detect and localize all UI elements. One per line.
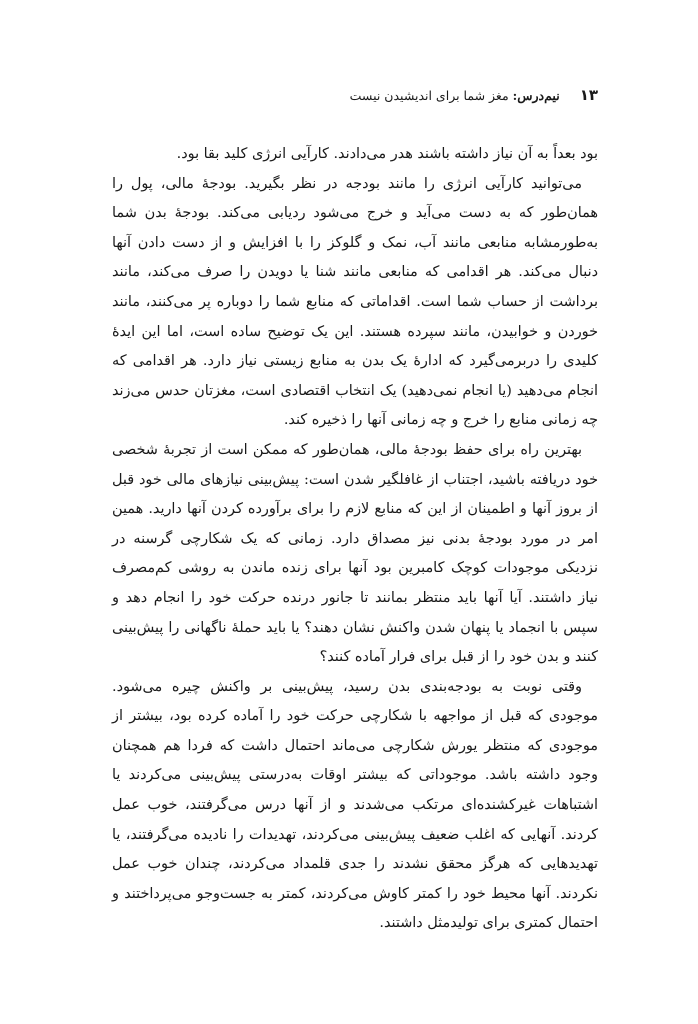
body-text <box>112 140 598 939</box>
paragraph: بهترین راه برای حفظ بودجهٔ مالی، همان‌طور که ممکن است از تجربهٔ شخصی خود دریافته باشید، اجتناب از غافلگیر شدن است: پیش‌بینی نیازهای مالی خود قبل از بروز آنها و اطمینان از این که منابع لازم را برای برآورده کردن آنها دارید. همین امر در مورد بودجهٔ بدنی نیز مصداق دارد. زمانی که یک شکارچی گرسنه در نزدیکی موجودات کوچک کامبرین بود آنها برای زنده ماندن به روشی کم‌مصرف نیاز داشتند. آیا آنها باید منتظر بمانند تا جانور درنده حرکت خود را انجام دهد و سپس با انجماد یا پنهان شدن واکنش نشان دهند؟ یا باید حملهٔ ناگهانی را پیش‌بینی کنند و بدن خود را از قبل برای فرار آماده کنند؟ <box>112 441 598 666</box>
running-header <box>112 86 598 120</box>
part-label: نیم‌درس: <box>512 88 560 103</box>
paragraph: وقتی نوبت به بودجه‌بندی بدن رسید، پیش‌بینی بر واکنش چیره می‌شود. موجودی که قبل از مواجهه با شکارچی حرکت خود را آماده کرده بود، بیشتر از موجودی که منتظر یورش شکارچی می‌ماند احتمال داشت که فردا هم همچنان وجود داشته باشد. موجوداتی که بیشتر اوقات به‌درستی پیش‌بینی می‌کردند یا اشتباهات غیرکشنده‌ای مرتکب می‌شدند و از آنها درس می‌گرفتند، خوب عمل کردند. آنهایی که اغلب ضعیف پیش‌بینی می‌کردند، تهدیدات را نادیده می‌گرفتند، یا تهدیدهایی که هرگز محقق نشدند را جدی قلمداد می‌کردند، چندان خوب عمل نکردند. آنها محیط خود را کمتر کاوش می‌کردند، کمتر به جست‌وجو می‌پرداختند و احتمال کمتری برای تولیدمثل داشتند. <box>112 678 598 932</box>
paragraph-continuation: بود بعداً به آن نیاز داشته باشند هدر می‌دادند. کارآیی انرژی کلید بقا بود. <box>176 146 598 162</box>
book-page <box>112 86 598 986</box>
paragraph: می‌توانید کارآیی انرژی را مانند بودجه در نظر بگیرید. بودجهٔ مالی، پول را همان‌طور که به دست می‌آید و خرج می‌شود ردیابی می‌کند. بودجهٔ بدن شما به‌طورمشابه منابعی مانند آب، نمک و گلوکز را با افزایش و از دست دادن آنها دنبال می‌کند. هر اقدامی که منابعی مانند شنا یا دویدن را صرف می‌کند، مانند برداشت از حساب شما است. اقداماتی که منابع شما را دوباره پر می‌کنند، مانند خوردن و خوابیدن، مانند سپرده هستند. این یک توضیح ساده است، اما این ایدهٔ کلیدی را دربرمی‌گیرد که ادارهٔ یک بدن به منابع زیستی نیاز دارد. هر اقدامی که انجام می‌دهید (یا انجام نمی‌دهید) یک انتخاب اقتصادی است، مغزتان حدس می‌زند چه زمانی منابع را خرج و چه زمانی آنها را ذخیره کند. <box>112 175 598 429</box>
page-number: ۱۳ <box>579 86 598 104</box>
running-title <box>350 88 560 103</box>
chapter-title: مغز شما برای اندیشیدن نیست <box>349 88 509 103</box>
